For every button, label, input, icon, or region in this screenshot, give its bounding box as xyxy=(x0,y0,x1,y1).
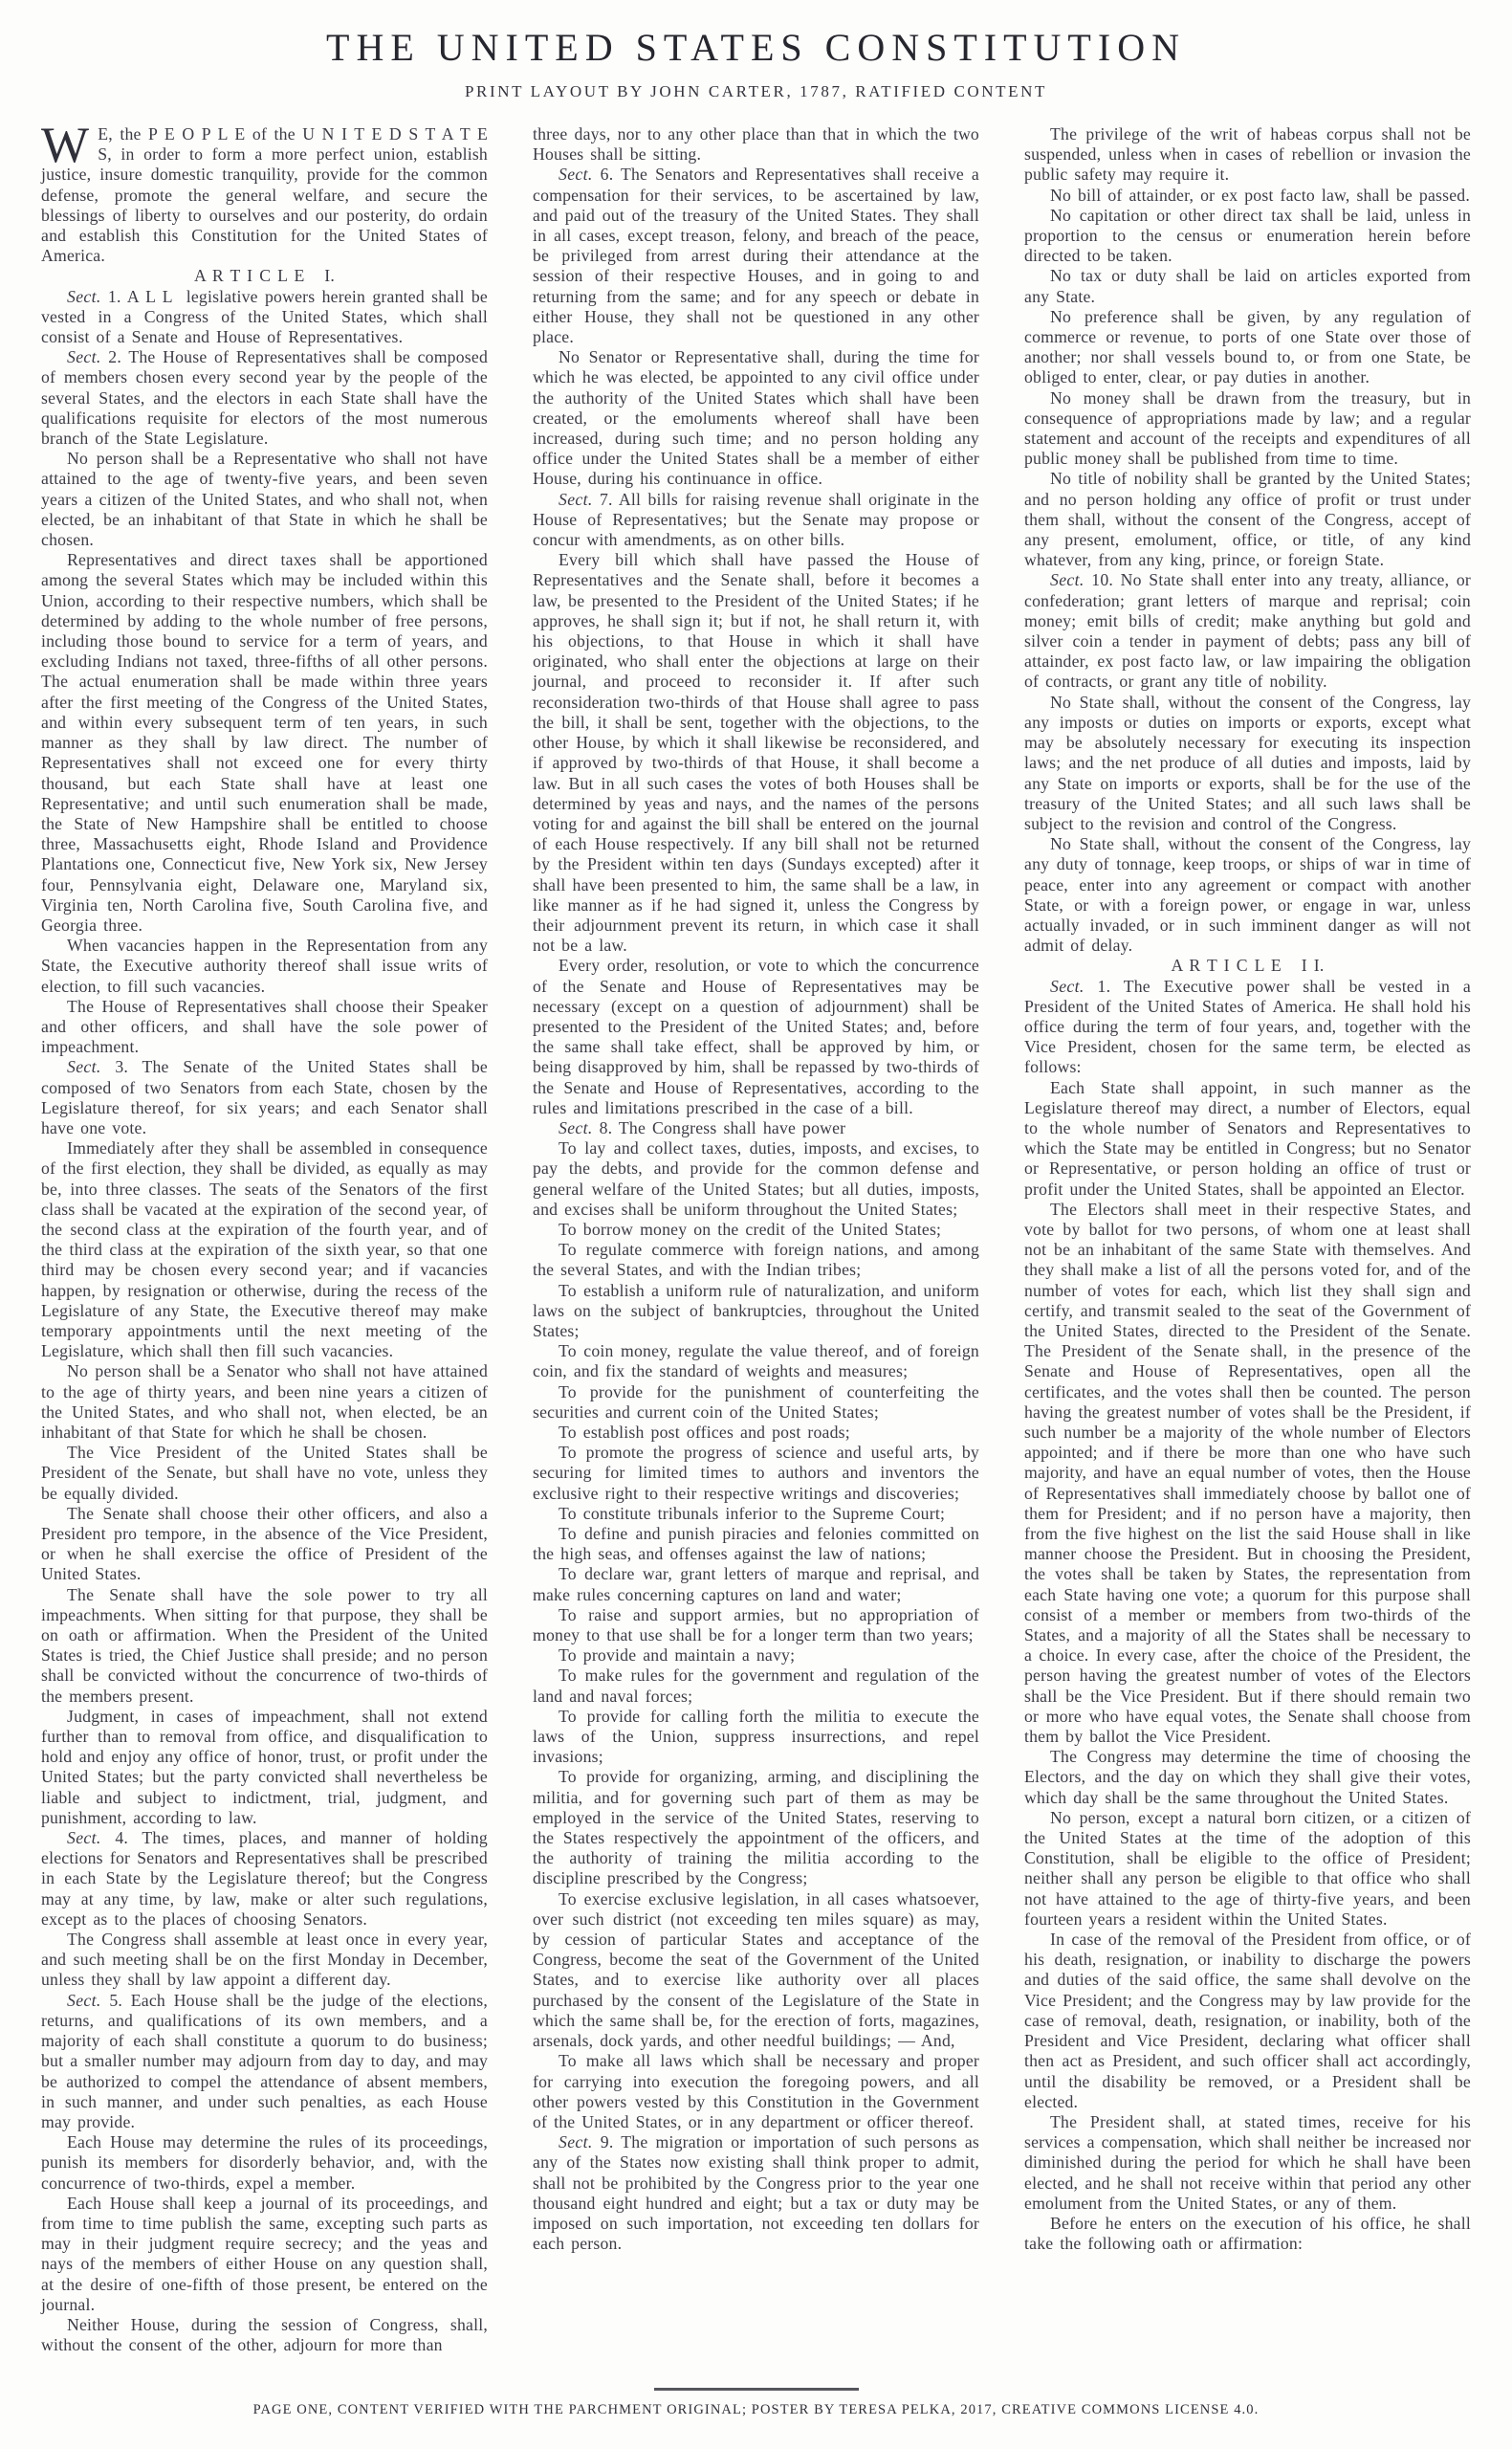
body-paragraph: Sect. 1. A L L legislative powers herein granted shall be vested in a Congress of the United States, which shall consist of a Senate and House of Representatives. xyxy=(41,286,488,347)
body-paragraph: Sect. 5. Each House shall be the judge of the elections, returns, and qualifications of its own members, and a majority of each shall constitute a quorum to do business; but a smaller number may adjourn from day to day, and may be authorized to compel the attendance of absent members, in such manner, and under such penalties, as each House may provide. xyxy=(41,1990,488,2131)
page-subtitle: PRINT LAYOUT BY JOHN CARTER, 1787, RATIFIED CONTENT xyxy=(464,82,1047,100)
body-paragraph: The privilege of the writ of habeas corpus shall not be suspended, unless when in cases of rebellion or invasion the public safety may require it. xyxy=(1024,124,1471,185)
body-paragraph: Each State shall appoint, in such manner as the Legislature thereof may direct, a number of Electors, equal to the whole number of Senators and Representatives to which the State may be entitled in Congress; but no Senator or Representative, or person holding an office of trust or profit under the United States, shall be appointed an Elector. xyxy=(1024,1077,1471,1199)
body-paragraph: To raise and support armies, but no appropriation of money to that use shall be for a longer term than two years; xyxy=(533,1604,979,1645)
section-label: Sect. xyxy=(559,2132,593,2152)
body-paragraph: No Senator or Representative shall, during the time for which he was elected, be appointed to any civil office under the authority of the United States which shall have been created, or the emoluments whereof shall have been increased, during such time; and no person holding any office under the United States shall be a member of either House, during his continuance in office. xyxy=(533,347,979,489)
section-label: Sect. xyxy=(559,489,593,509)
article-heading: A R T I C L E I I. xyxy=(1171,956,1325,976)
body-paragraph: No State shall, without the consent of the Congress, lay any duty of tonnage, keep troops, or ships of war in time of peace, enter into any agreement or compact with another State, or with a foreign power, or engage in war, unless actually invaded, or in such imminent danger as will not admit of delay. xyxy=(1024,834,1471,956)
body-paragraph: No money shall be drawn from the treasury, but in consequence of appropriations made by law; and a regular statement and account of the receipts and expenditures of all public money shall be published from time to time. xyxy=(1024,387,1471,469)
body-paragraph: To coin money, regulate the value thereof, and of foreign coin, and fix the standard of weights and measures; xyxy=(533,1341,979,1381)
body-paragraph: The Vice President of the United States shall be President of the Senate, but shall have no vote, unless they be equally divided. xyxy=(41,1443,488,1503)
section-label: Sect. xyxy=(67,1990,101,2010)
body-paragraph: To provide and maintain a navy; xyxy=(559,1645,796,1666)
body-paragraph: No person, except a natural born citizen, or a citizen of the United States at the time of the adoption of this Constitution, shall be eligible to the office of President; neither shall any person be eligible to that office who shall not have attained to the age of thirty-five years, and been fourteen years a resident within the United States. xyxy=(1024,1807,1471,1929)
body-paragraph: Every order, resolution, or vote to which the concurrence of the Senate and House of Representatives may be necessary (except on a question of adjournment) shall be presented to the President of the United States; and, before the same shall take effect, shall be approved by him, or being disapproved by him, shall be repassed by two-thirds of the Senate and House of Representatives, according to the rules and limitations prescribed in the case of a bill. xyxy=(533,956,979,1117)
drop-cap: W xyxy=(41,124,90,173)
body-paragraph: To exercise exclusive legislation, in all cases whatsoever, over such district (not exceeding ten miles square) as may, by cession of particular States and acceptance of the Congress, become the seat of the Government of the United States, and to exercise like authority over all places purchased by the consent of the Legislature of the State in which the same shall be, for the erection of forts, magazines, arsenals, dock yards, and other needful buildings; — And, xyxy=(533,1888,979,2051)
page-title: THE UNITED STATES CONSTITUTION xyxy=(326,26,1186,69)
footer-divider xyxy=(654,2388,859,2391)
body-paragraph: Sect. 10. No State shall enter into any treaty, alliance, or confederation; grant letters of marque and reprisal; coin money; emit bills of credit; make anything but gold and silver coin a tender in payment of debts; pass any bill of attainder, ex post facto law, or law impairing the obligation of contracts, or grant any title of nobility. xyxy=(1024,570,1471,692)
body-paragraph: No capitation or other direct tax shall be laid, unless in proportion to the census or enumeration herein before directed to be taken. xyxy=(1024,205,1471,266)
body-paragraph: No bill of attainder, or ex post facto law, shall be passed. xyxy=(1050,185,1470,205)
section-label: Sect. xyxy=(67,1057,101,1077)
body-paragraph: Sect. 1. The Executive power shall be vested in a President of the United States of America. He shall hold his office during the term of four years, and, together with the Vice President, chosen for the same term, be elected as follows: xyxy=(1024,976,1471,1077)
body-paragraph: Before he enters on the execution of his office, he shall take the following oath or affirmation: xyxy=(1024,2213,1471,2254)
column-1 xyxy=(41,124,488,2374)
body-paragraph: The President shall, at stated times, receive for his services a compensation, which shall neither be increased nor diminished during the period for which he shall have been elected, and he shall not receive within that period any other emolument from the United States, or any of them. xyxy=(1024,2111,1472,2213)
body-paragraph: Sect. 3. The Senate of the United States shall be composed of two Senators from each State, chosen by the Legislature thereof, for six years; and each Senator shall have one vote. xyxy=(41,1057,488,1137)
body-paragraph: Sect. 2. The House of Representatives shall be composed of members chosen every second year by the people of the several States, and the electors in each State shall have the qualifications requisite for electors of the most numerous branch of the State Legislature. xyxy=(41,347,488,449)
body-paragraph: To establish a uniform rule of naturalization, and uniform laws on the subject of bankruptcies, throughout the United States; xyxy=(533,1280,979,1340)
body-paragraph: No title of nobility shall be granted by the United States; and no person holding any office of profit or trust under them shall, without the consent of the Congress, accept of any present, emolument, office, or title, of any kind whatever, from any king, prince, or foreign State. xyxy=(1024,469,1471,570)
body-paragraph: To make all laws which shall be necessary and proper for carrying into execution the foregoing powers, and all other powers vested by this Constitution in the Government of the United States, or in any department or officer thereof. xyxy=(533,2051,979,2131)
body-paragraph: No preference shall be given, by any regulation of commerce or revenue, to ports of one State over those of another; nor shall vessels bound to, or from one State, be obliged to enter, clear, or pay duties in another. xyxy=(1024,306,1471,387)
body-paragraph: To provide for the punishment of counterfeiting the securities and current coin of the United States; xyxy=(533,1381,979,1422)
body-paragraph: The Congress may determine the time of choosing the Electors, and the day on which they shall give their votes, which day shall be the same throughout the United States. xyxy=(1024,1747,1471,1807)
masthead xyxy=(0,25,1512,101)
body-paragraph: To promote the progress of science and useful arts, by securing for limited times to authors and inventors the exclusive right to their respective writings and discoveries; xyxy=(533,1443,979,1503)
body-paragraph: The Electors shall meet in their respective States, and vote by ballot for two persons, of whom one at least shall not be an inhabitant of the same State with themselves. And they shall make a list of all the persons voted for, and of the number of votes for each, which list they shall sign and certify, and transmit sealed to the seat of the Government of the United States, directed to the President of the Senate. The President of the Senate shall, in the presence of the Senate and House of Representatives, open all the certificates, and the votes shall then be counted. The person having the greatest number of votes shall be the President, if such number be a majority of the whole number of Electors appointed; and if there be more than one who have such majority, and have an equal number of votes, then the House of Representatives shall immediately choose by ballot one of them for President; and if no person have a majority, then from the five highest on the list the said House shall in like manner choose the President. But in choosing the President, the votes shall be taken by States, the representation from each State having one vote; a quorum for this purpose shall consist of a member or members from two-thirds of the States, and a majority of all the States shall be necessary to a choice. In every case, after the choice of the President, the person having the greatest number of votes of the Electors shall be the Vice President. But if there should remain two or more who have equal votes, the Senate shall choose from them by ballot the Vice President. xyxy=(1024,1199,1471,1747)
body-paragraph: Neither House, during the session of Congress, shall, without the consent of the other, adjourn for more than xyxy=(41,2314,488,2355)
body-paragraph: Judgment, in cases of impeachment, shall not extend further than to removal from office, and disqualification to hold and enjoy any office of honor, trust, or profit under the United States; but the party convicted shall nevertheless be liable and subject to indictment, trial, judgment, and punishment, according to law. xyxy=(41,1706,488,1827)
section-label: Sect. xyxy=(67,286,101,306)
body-paragraph: Sect. 8. The Congress shall have power xyxy=(559,1117,846,1137)
body-paragraph: When vacancies happen in the Representation from any State, the Executive authority thereof shall issue writs of election, to fill such vacancies. xyxy=(41,936,488,996)
body-paragraph: To declare war, grant letters of marque and reprisal, and make rules concerning captures on land and water; xyxy=(533,1564,979,1604)
body-paragraph: Sect. 6. The Senators and Representatives shall receive a compensation for their services, to be ascertained by law, and paid out of the treasury of the United States. They shall in all cases, except treason, felony, and breach of the peace, be privileged from arrest during their attendance at the session of their respective Houses, and in going to and returning from the same; and for any speech or debate in either House, they shall not be questioned in any other place. xyxy=(533,165,979,347)
page-footer xyxy=(0,2388,1512,2418)
column-3 xyxy=(1024,124,1471,2374)
body-paragraph: To constitute tribunals inferior to the Supreme Court; xyxy=(559,1503,946,1523)
body-paragraph: To make rules for the government and regulation of the land and naval forces; xyxy=(533,1666,979,1706)
column-2 xyxy=(533,124,979,2374)
body-paragraph: To provide for organizing, arming, and disciplining the militia, and for governing such part of them as may be employed in the service of the United States, reserving to the States respectively the appointment of the officers, and the authority of training the militia according to the discipline prescribed by the Congress; xyxy=(533,1767,979,1888)
body-paragraph: No person shall be a Senator who shall not have attained to the age of thirty years, and been nine years a citizen of the United States, and who shall not, when elected, be an inhabitant of that State for which he shall be chosen. xyxy=(41,1361,488,1442)
body-paragraph: No tax or duty shall be laid on articles exported from any State. xyxy=(1024,266,1471,306)
article-heading: A R T I C L E I. xyxy=(193,266,336,286)
section-label: Sect. xyxy=(1050,570,1085,590)
body-paragraph: No State shall, without the consent of the Congress, lay any imposts or duties on imports or exports, except what may be absolutely necessary for executing its inspection laws; and the net produce of all duties and imposts, laid by any State on imports or exports, shall be for the use of the treasury of the United States; and all such laws shall be subject to the revision and control of the Congress. xyxy=(1024,692,1471,833)
body-paragraph: In case of the removal of the President from office, or of his death, resignation, or inability to discharge the powers and duties of the said office, the same shall devolve on the Vice President; and the Congress may by law provide for the case of removal, death, resignation, or inability, both of the President and Vice President, declaring what officer shall then act as President, and such officer shall act accordingly, until the disability be removed, or a President shall be elected. xyxy=(1024,1930,1471,2111)
body-paragraph: The House of Representatives shall choose their Speaker and other officers, and shall have the sole power of impeachment. xyxy=(41,996,488,1057)
body-paragraph: Representatives and direct taxes shall be apportioned among the several States which may be included within this Union, according to their respective numbers, which shall be determined by adding to the whole number of free persons, including those bound to service for a term of years, and excluding Indians not taxed, three-fifths of all other persons. The actual enumeration shall be made within three years after the first meeting of the Congress of the United States, and within every subsequent term of ten years, in such manner as they shall by law direct. The number of Representatives shall not exceed one for every thirty thousand, but each State shall have at least one Representative; and until such enumeration shall be made, the State of New Hampshire shall be entitled to choose three, Massachusetts eight, Rhode Island and Providence Plantations one, Connecticut five, New York six, New Jersey four, Pennsylvania eight, Delaware one, Maryland six, Virginia ten, North Carolina five, South Carolina five, and Georgia three. xyxy=(41,550,488,935)
body-paragraph: Every bill which shall have passed the House of Representatives and the Senate shall, before it becomes a law, be presented to the President of the United States; if he approves, he shall sign it; but if not, he shall return it, with his objections, to that House in which it shall have originated, who shall enter the objections at large on their journal, and proceed to reconsider it. If after such reconsideration two-thirds of that House shall agree to pass the bill, it shall be sent, together with the objections, to the other House, by which it shall likewise be reconsidered, and if approved by two-thirds of that House, it shall become a law. But in all such cases the votes of both Houses shall be determined by yeas and nays, and the names of the persons voting for and against the bill shall be entered on the journal of each House respectively. If any bill shall not be returned by the President within ten days (Sundays excepted) after it shall have been presented to him, the same shall be a law, in like manner as if he had signed it, unless the Congress by their adjournment prevent its return, in which case it shall not be a law. xyxy=(533,550,979,956)
section-label: Sect. xyxy=(67,347,101,367)
body-paragraph: Each House may determine the rules of its proceedings, punish its members for disorderly behavior, and, with the concurrence of two-thirds, expel a member. xyxy=(41,2132,488,2193)
section-label: Sect. xyxy=(1050,976,1085,996)
section-label: Sect. xyxy=(67,1828,101,1848)
body-paragraph: Each House shall keep a journal of its proceedings, and from time to time publish the same, excepting such parts as may in their judgment require secrecy; and the yeas and nays of the members of either House on any question shall, at the desire of one-fifth of those present, be entered on the journal. xyxy=(41,2193,488,2314)
preamble-paragraph: W E, the P E O P L E of the U N I T E D S T A T E S, in order to form a more perfect union, establish justice, insure domestic tranquility, provide for the common defense, promote the general welfare, and secure the blessings of liberty to ourselves and our posterity, do ordain and establish this Constitution for the United States of America. xyxy=(41,124,488,266)
body-paragraph: To establish post offices and post roads; xyxy=(559,1423,850,1442)
body-paragraph: To lay and collect taxes, duties, imposts, and excises, to pay the debts, and provide for the common defense and general welfare of the United States; but all duties, imposts, and excises shall be uniform throughout the United States; xyxy=(533,1138,979,1219)
body-paragraph: Sect. 4. The times, places, and manner of holding elections for Senators and Representatives shall be prescribed in each State by the Legislature thereof; but the Congress may at any time, by law, make or alter such regulations, except as to the places of choosing Senators. xyxy=(41,1828,488,1929)
body-paragraph: Sect. 9. The migration or importation of such persons as any of the States now existing shall think proper to admit, shall not be prohibited by the Congress prior to the year one thousand eight hundred and eight; but a tax or duty may be imposed on such importation, not exceeding ten dollars for each person. xyxy=(533,2132,979,2254)
body-paragraph: three days, nor to any other place than that in which the two Houses shall be sitting. xyxy=(533,124,979,165)
body-paragraph: Immediately after they shall be assembled in consequence of the first election, they shall be divided, as equally as may be, into three classes. The seats of the Senators of the first class shall be vacated at the expiration of the second year, of the second class at the expiration of the fourth year, and of the third class at the expiration of the sixth year, so that one third may be chosen every second year; and if vacancies happen, by resignation or otherwise, during the recess of the Legislature of any State, the Executive thereof may make temporary appointments until the next meeting of the Legislature, which shall then fill such vacancies. xyxy=(41,1138,488,1361)
body-paragraph: To provide for calling forth the militia to execute the laws of the Union, suppress insurrections, and repel invasions; xyxy=(533,1706,979,1767)
text-columns xyxy=(0,124,1512,2374)
body-paragraph: To borrow money on the credit of the United States; xyxy=(559,1219,942,1239)
body-paragraph: The Senate shall have the sole power to try all impeachments. When sitting for that purpose, they shall be on oath or affirmation. When the President of the United States is tried, the Chief Justice shall preside; and no person shall be convicted without the concurrence of two-thirds of the members present. xyxy=(41,1584,488,1706)
body-paragraph: The Congress shall assemble at least once in every year, and such meeting shall be on the first Monday in December, unless they shall by law appoint a different day. xyxy=(41,1930,488,1990)
section-label: Sect. xyxy=(559,165,593,185)
body-paragraph: No person shall be a Representative who shall not have attained to the age of twenty-five years, and been seven years a citizen of the United States, and who shall not, when elected, be an inhabitant of that State in which he shall be chosen. xyxy=(41,449,488,550)
footer-caption: PAGE ONE, CONTENT VERIFIED WITH THE PARCHMENT ORIGINAL; POSTER BY TERESA PELKA, 2017, CREATIVE COMMONS LICENSE 4.0. xyxy=(252,2402,1260,2417)
body-paragraph: To regulate commerce with foreign nations, and among the several States, and with the Indian tribes; xyxy=(533,1240,979,1280)
section-label: Sect. xyxy=(559,1117,593,1137)
body-paragraph: To define and punish piracies and felonies committed on the high seas, and offenses against the law of nations; xyxy=(533,1524,979,1564)
body-paragraph: Sect. 7. All bills for raising revenue shall originate in the House of Representatives; but the Senate may propose or concur with amendments, as on other bills. xyxy=(533,489,979,550)
body-paragraph: The Senate shall choose their other officers, and also a President pro tempore, in the absence of the Vice President, or when he shall exercise the office of President of the United States. xyxy=(41,1503,488,1584)
